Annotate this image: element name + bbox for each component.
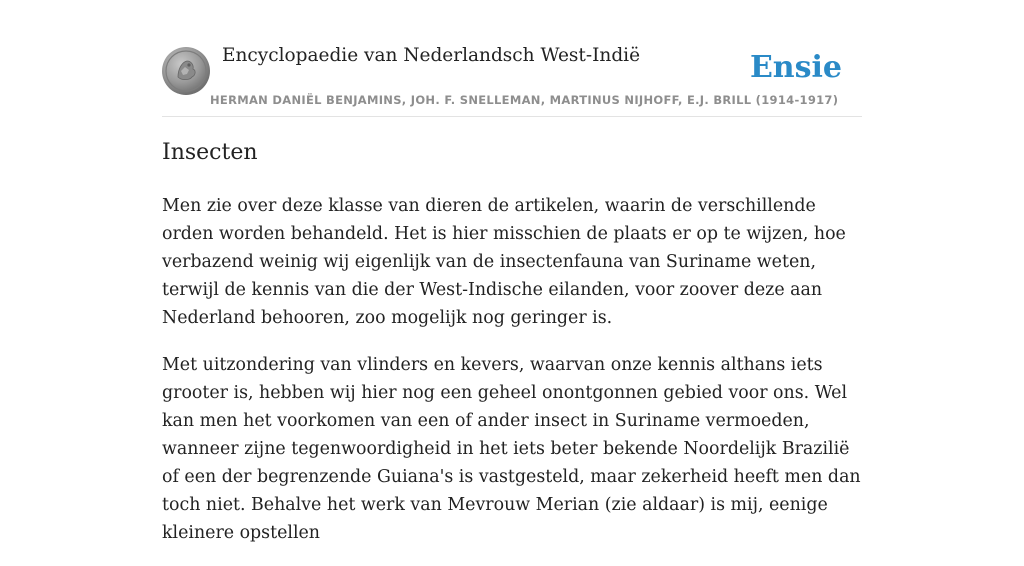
coin-seal-icon[interactable] <box>162 47 210 95</box>
book-title[interactable]: Encyclopaedie van Nederlandsch West-Indië <box>222 45 641 66</box>
paragraph-1: Men zie over deze klasse van dieren de artikelen, waarin de verschillende orden worden behandeld. Het is hier misschien de plaats er op te wijzen, hoe verbazend weinig wij eigenlijk van de insectenfauna van Suriname weten, terwijl de kennis van die der West-Indische eilanden, voor zoover deze aan Nederland behooren, zoo mogelijk nog geringer is. <box>162 196 846 328</box>
header <box>162 0 862 117</box>
paragraph-2: Met uitzondering van vlinders en kevers, waarvan onze kennis althans iets grooter is, hebben wij hier nog een geheel onontgonnen gebied voor ons. Wel kan men het voorkomen van een of ander insect in Suriname vermoeden, wanneer zijne tegenwoordigheid in het iets beter bekende Noordelijk Brazilië of een der begrenzende Guiana's is vastgesteld, maar zekerheid heeft men dan toch niet. Behalve het werk van Mevrouw Merian (zie aldaar) is mij, eenige kleinere opstellen <box>162 355 861 543</box>
entry-body <box>162 192 862 566</box>
entry-title: Insecten <box>162 140 258 165</box>
brand-logo-link[interactable]: Ensie <box>749 50 842 85</box>
authors-line: HERMAN DANIËL BENJAMINS, JOH. F. SNELLEMAN, MARTINUS NIJHOFF, E.J. BRILL (1914-1917) <box>210 93 839 107</box>
